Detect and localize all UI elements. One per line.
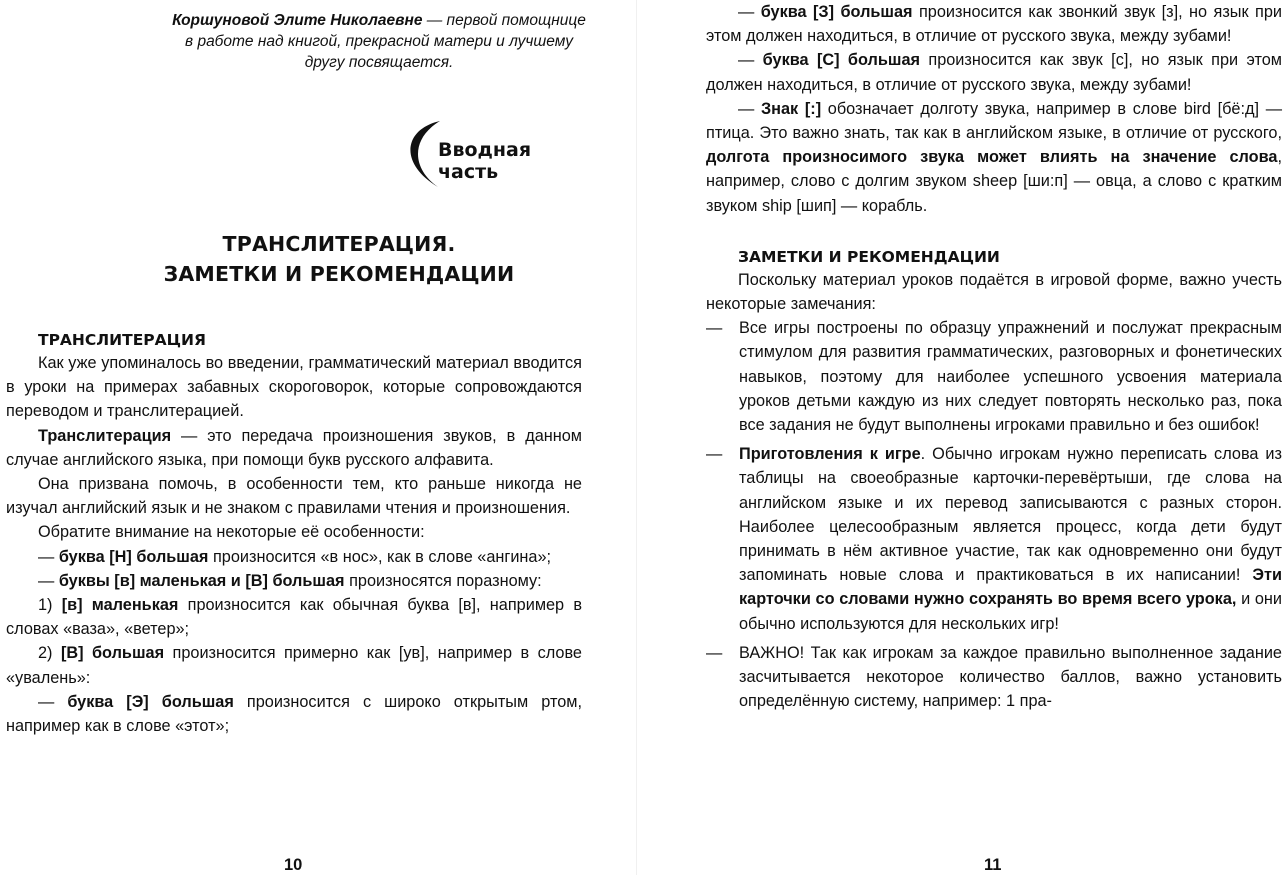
left-page (0, 0, 620, 875)
rule-paragraph: — буква [Э] большая произносится с широко открытым ртом, например как в слове «этот»; (6, 692, 582, 736)
term: Транслитерация (38, 426, 172, 445)
page-number: 11 (984, 856, 1002, 874)
paragraph: Обратите внимание на некоторые её особенности: (38, 523, 425, 542)
dedication-text: — первой помощнице в работе над книгой, прекрасной матери и лучшему другу посвящается. (185, 12, 586, 71)
rule-paragraph: — буквы [в] маленькая и [В] большая произносятся поразному: (38, 571, 542, 590)
crescent-swoosh-icon (398, 113, 442, 193)
list-item: — Все игры построены по образцу упражнений и послужат прекрасным стимулом для развития грамматических, разговорных и фонетических навыков, поэтому для наиболее успешного усвоения материала уроков детьми каждую из них следует повторять несколько раз, пока все задания не будут выполнены игроками правильно и без ошибок! (706, 316, 1282, 437)
right-page (650, 0, 1288, 875)
rule-paragraph: — буква [З] большая произносится как звонкий звук [з], но язык при этом должен находиться, в отличие от русского звука, между зубами! (706, 3, 1282, 46)
intro-part-title: Вводная часть (438, 139, 532, 183)
rule-paragraph: — буква [С] большая произносится как звук [с], но язык при этом должен находиться, в отличие от русского звука, между зубами! (706, 51, 1282, 94)
dedication (169, 10, 589, 73)
chapter-title-line-2: ЗАМЕТКИ И РЕКОМЕНДАЦИИ (163, 262, 515, 286)
chapter-title-line-1: ТРАНСЛИТЕРАЦИЯ. (222, 232, 456, 256)
rule-paragraph: — буква [Н] большая произносится «в нос», как в слове «ангина»; (38, 547, 552, 566)
gutter-divider (636, 0, 637, 875)
intro-part-header (6, 113, 582, 193)
paragraph: Она призвана помочь, в особенности тем, кто раньше никогда не изучал английский язык и не знаком с правилами чтения и произношения. (6, 475, 582, 518)
dash-bullet: — (706, 319, 723, 338)
rule-paragraph: 2) [В] большая произносится примерно как [ув], например в слове «увалень»: (6, 644, 582, 687)
section-heading-transliteration: ТРАНСЛИТЕРАЦИЯ (38, 331, 206, 349)
dash-bullet: — (706, 643, 723, 662)
page-number: 10 (284, 856, 303, 874)
list-item: — Приготовления к игре. Обычно игрокам нужно переписать слова из таблицы на своеобразные карточки-перевёртыши, где слова на английском языке и их перевод записываются с разных сторон. Наиболее целесообразным является процесс, когда дети будут принимать в нём активное участие, так как одновременно они будут запоминать новые слова и практиковаться в их написании! Эти карточки со словами нужно сохранять во время всего урока, и они обычно используются для нескольких игр! (706, 442, 1282, 636)
paragraph: Транслитерация — это передача произношения звуков, в данном случае английского языка, при помощи букв русского алфавита. (6, 426, 582, 469)
paragraph: Как уже упоминалось во введении, грамматический материал вводится в уроки на примерах забавных скороговорок, которые сопровождаются переводом и транслитерацией. (6, 354, 582, 421)
recommendations-list (706, 316, 1282, 713)
rule-paragraph: — Знак [:] обозначает долготу звука, например в слове bird [бё:д] — птица. Это важно знать, так как в английском языке, в отличие от русского, долгота произносимого звука может влиять на значение слова, например, слово с долгим звуком sheep [ши:п] — овца, а слово с кратким звуком ship [шип] — корабль. (706, 99, 1282, 215)
paragraph: Поскольку материал уроков подаётся в игровой форме, важно учесть некоторые замечания: (706, 270, 1282, 314)
list-item: — ВАЖНО! Так как игрокам за каждое правильно выполненное задание засчитывается некоторое количество баллов, важно установить определённую систему, например: 1 пра- (706, 641, 1282, 714)
chapter-title (6, 229, 582, 289)
rule-paragraph: 1) [в] маленькая произносится как обычная буква [в], например в словах «ваза», «ветер»; (6, 596, 582, 639)
dedication-name: Коршуновой Элите Николаевне (172, 12, 423, 29)
section-heading-notes: ЗАМЕТКИ И РЕКОМЕНДАЦИИ (738, 247, 1000, 266)
dash-bullet: — (706, 445, 723, 464)
